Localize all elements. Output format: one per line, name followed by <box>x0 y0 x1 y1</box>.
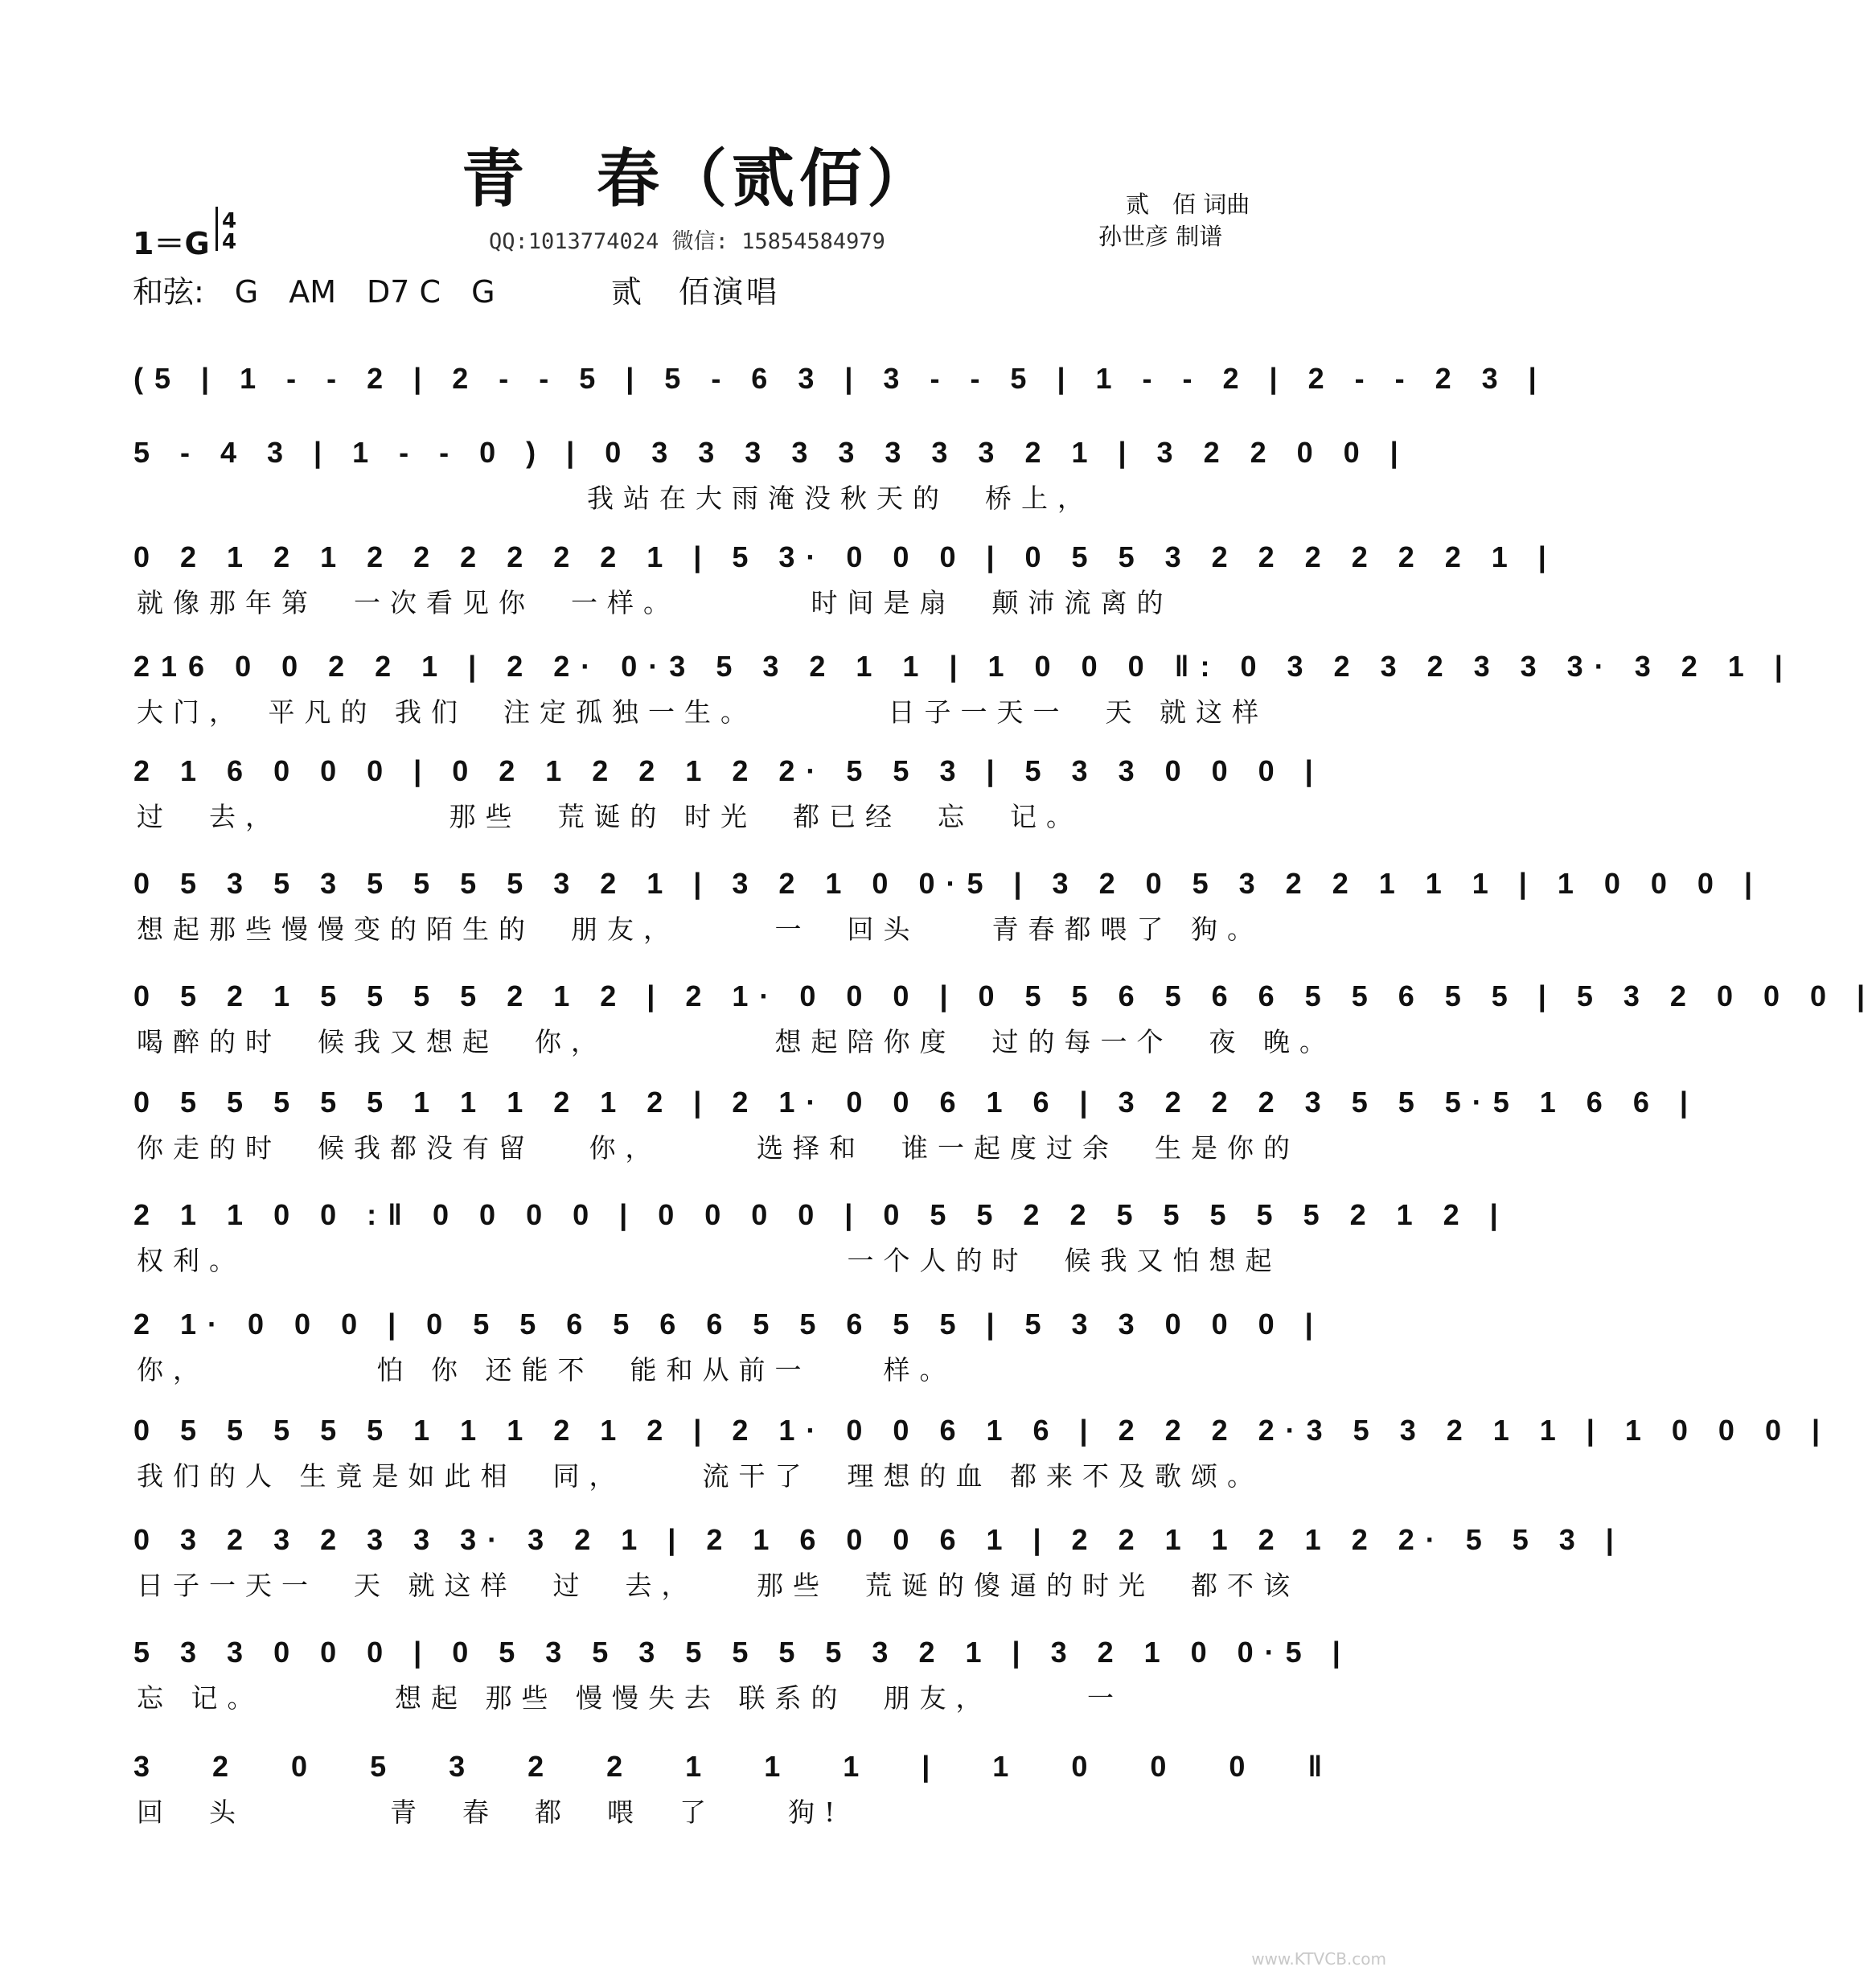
contact-info: QQ:1013774024 微信: 15854584979 <box>489 229 885 254</box>
chord-list: 和弦: G AM D7 C G <box>133 274 495 310</box>
notation-line: 0 3 2 3 2 3 3 3· 3 2 1 | 2 1 6 0 0 6 1 | 2 2 1 1 2 1 2 2· 5 5 3 | <box>133 1523 1625 1556</box>
credit-lyrics-music: 贰 佰 词曲 <box>1126 191 1250 218</box>
lyrics-line: 就像那年第 一次看见你 一样。 时间是扇 颠沛流离的 <box>137 587 1173 618</box>
notation-line: 0 5 5 5 5 5 1 1 1 2 1 2 | 2 1· 0 0 6 1 6 | 3 2 2 2 3 5 5 5·5 1 6 6 | <box>133 1086 1699 1119</box>
lyrics-line: 想起那些慢慢变的陌生的 朋友， 一 回头 青春都喂了 狗。 <box>137 914 1263 945</box>
credit-score: 孙世彦 制谱 <box>1098 223 1223 250</box>
key-signature: 1＝G <box>133 226 210 261</box>
lyrics-line: 过 去， 那些 荒诞的 时光 都已经 忘 记。 <box>137 801 1082 832</box>
lyrics-line: 喝醉的时 候我又想起 你， 想起陪你度 过的每一个 夜 晚。 <box>137 1026 1336 1057</box>
notation-line: 0 5 3 5 3 5 5 5 5 3 2 1 | 3 2 1 0 0·5 | 3 2 0 5 3 2 2 1 1 1 | 1 0 0 0 | <box>133 867 1764 900</box>
lyrics-line: 忘 记。 想起 那些 慢慢失去 联系的 朋友， 一 <box>137 1682 1123 1714</box>
notation-line: 5 3 3 0 0 0 | 0 5 3 5 3 5 5 5 5 3 2 1 | 3 2 1 0 0·5 | <box>133 1636 1352 1669</box>
time-signature-top: 4 <box>221 209 237 233</box>
lyrics-line: 权利。 一个人的时 候我又怕想起 <box>137 1245 1282 1276</box>
lyrics-line: 我站在大雨淹没秋天的 桥上， <box>587 482 1094 514</box>
notation-line: 0 5 5 5 5 5 1 1 1 2 1 2 | 2 1· 0 0 6 1 6 | 2 2 2 2·3 5 3 2 1 1 | 1 0 0 0 | <box>133 1414 1832 1447</box>
lyrics-line: 我们的人 生竟是如此相 同， 流干了 理想的血 都来不及歌颂。 <box>137 1460 1263 1492</box>
time-signature-bottom: 4 <box>221 230 237 254</box>
notation-line: (5 | 1 - - 2 | 2 - - 5 | 5 - 6 3 | 3 - - 5 | 1 - - 2 | 2 - - 2 3 | <box>133 362 1548 395</box>
notation-line: 2 1 1 0 0 :‖ 0 0 0 0 | 0 0 0 0 | 0 5 5 2 2 5 5 5 5 5 2 1 2 | <box>133 1198 1509 1231</box>
song-title: 青 春（贰佰） <box>461 142 934 216</box>
singer-credit: 贰 佰演唱 <box>611 274 781 310</box>
lyrics-line: 大门， 平凡的 我们 注定孤独一生。 日子一天一 天 就这样 <box>137 696 1268 728</box>
time-signature <box>216 211 243 253</box>
notation-line: 0 5 2 1 5 5 5 5 2 1 2 | 2 1· 0 0 0 | 0 5 5 6 5 6 6 5 5 6 5 5 | 5 3 2 0 0 0 | <box>133 979 1876 1012</box>
notation-line: 2 1· 0 0 0 | 0 5 5 6 5 6 6 5 5 6 5 5 | 5 3 3 0 0 0 | <box>133 1308 1324 1341</box>
lyrics-line: 你走的时 候我都没有留 你， 选择和 谁一起度过余 生是你的 <box>137 1132 1299 1164</box>
notation-line: 216 0 0 2 2 1 | 2 2· 0·3 5 3 2 1 1 | 1 0 0 0 ‖: 0 3 2 3 2 3 3 3· 3 2 1 | <box>133 650 1794 683</box>
notation-line: 0 2 1 2 1 2 2 2 2 2 2 1 | 5 3· 0 0 0 | 0 5 5 3 2 2 2 2 2 2 1 | <box>133 540 1558 573</box>
notation-line: 3 2 0 5 3 2 2 1 1 1 | 1 0 0 0 ‖ <box>133 1750 1350 1783</box>
lyrics-line: 你， 怕 你 还能不 能和从前一 样。 <box>137 1354 956 1386</box>
notation-line: 2 1 6 0 0 0 | 0 2 1 2 2 1 2 2· 5 5 3 | 5 3 3 0 0 0 | <box>133 754 1324 787</box>
lyrics-line: 回 头 青 春 都 喂 了 狗! <box>137 1796 845 1828</box>
watermark: www.KTVCB.com <box>1251 1949 1386 1969</box>
lyrics-line: 日子一天一 天 就这样 过 去， 那些 荒诞的傻逼的时光 都不该 <box>137 1570 1299 1601</box>
notation-line: 5 - 4 3 | 1 - - 0 ) | 0 3 3 3 3 3 3 3 3 2 1 | 3 2 2 0 0 | <box>133 436 1410 469</box>
